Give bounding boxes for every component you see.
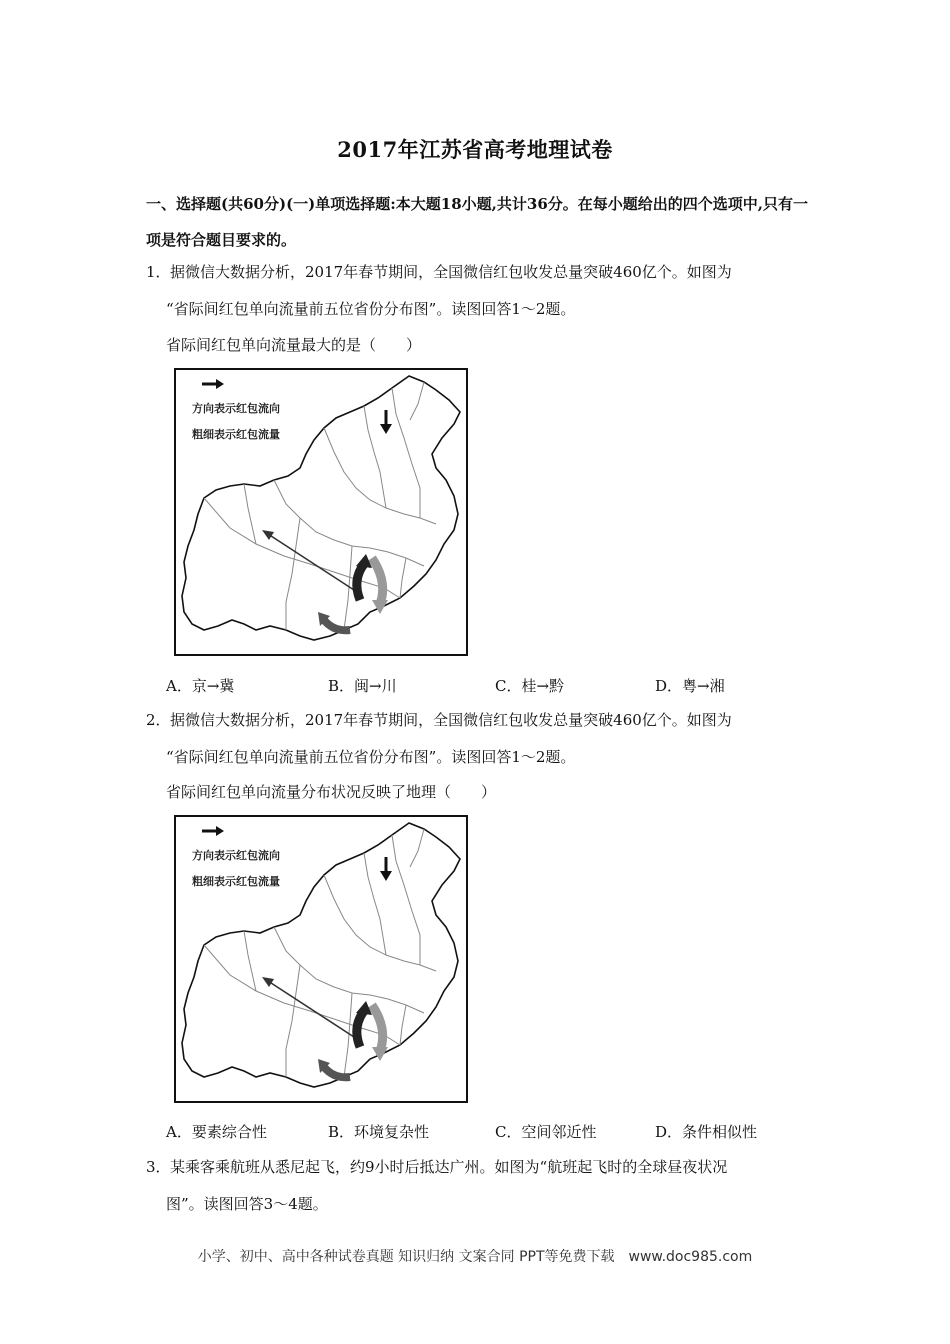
- q1-number: 1．: [146, 263, 171, 281]
- q1-option-d: D．粤→湘: [655, 677, 725, 695]
- q1-stem-line1: 据微信大数据分析，2017年春节期间，全国微信红包收发总量突破460亿个。如图为: [170, 263, 732, 281]
- q2-number: 2．: [146, 711, 171, 729]
- q3-stem-line1: 某乘客乘航班从悉尼起飞，约9小时后抵达广州。如图为“航班起飞时的全球昼夜状况: [170, 1158, 728, 1176]
- map-legend-direction: 方向表示红包流向: [192, 849, 280, 862]
- map-legend-thickness: 粗细表示红包流量: [192, 428, 280, 441]
- q2-stem-line1: 据微信大数据分析，2017年春节期间，全国微信红包收发总量突破460亿个。如图为: [170, 711, 732, 729]
- q1-option-b: B．闽→川: [328, 677, 397, 695]
- section-header: 一、选择题(共60分)(一)单项选择题:本大题18小题,共计36分。在每小题给出的四个选项中,只有一项是符合题目要求的。: [146, 195, 808, 249]
- red-envelope-flow-map: [174, 368, 468, 656]
- exam-title: 2017年江苏省高考地理试卷: [337, 137, 613, 162]
- q3-number: 3．: [146, 1158, 171, 1176]
- q2-option-c: C．空间邻近性: [495, 1123, 597, 1141]
- map-legend-thickness: 粗细表示红包流量: [192, 875, 280, 888]
- q1-stem-line2: “省际间红包单向流量前五位省份分布图”。读图回答1～2题。: [166, 300, 576, 318]
- q2-map-figure: [174, 815, 468, 1103]
- q1-map-figure: [174, 368, 468, 656]
- q2-option-d: D．条件相似性: [655, 1123, 758, 1141]
- map-legend-direction: 方向表示红包流向: [192, 402, 280, 415]
- q3-stem-line2: 图”。读图回答3～4题。: [166, 1195, 328, 1213]
- q2-option-a: A．要素综合性: [166, 1123, 267, 1141]
- q2-prompt: 省际间红包单向流量分布状况反映了地理（ ）: [166, 783, 497, 801]
- page-footer[interactable]: 小学、初中、高中各种试卷真题 知识归纳 文案合同 PPT等免费下载 www.doc985.com: [197, 1249, 753, 1265]
- red-envelope-flow-map: [174, 815, 468, 1103]
- q1-option-a: A．京→冀: [166, 677, 235, 695]
- q1-option-c: C．桂→黔: [495, 677, 565, 695]
- q2-stem-line2: “省际间红包单向流量前五位省份分布图”。读图回答1～2题。: [166, 748, 576, 766]
- q2-option-b: B．环境复杂性: [328, 1123, 430, 1141]
- q1-prompt: 省际间红包单向流量最大的是（ ）: [166, 336, 422, 354]
